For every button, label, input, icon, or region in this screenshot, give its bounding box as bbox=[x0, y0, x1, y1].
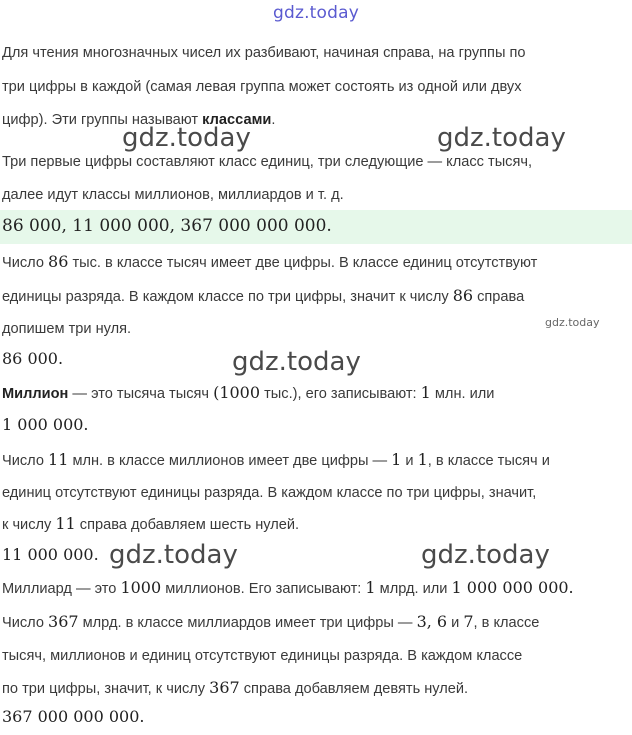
number-3-6: 3, 6 bbox=[416, 612, 448, 631]
text-part: тыс. в классе тысяч имеет две цифры. В классе единиц отсутствуют bbox=[68, 255, 538, 271]
watermark: gdz.today bbox=[109, 540, 238, 570]
million-line-1 bbox=[2, 450, 550, 471]
text-part: Миллиард — это bbox=[2, 581, 121, 597]
result-thousand: 86 000. bbox=[2, 349, 64, 368]
rule-line-1: Для чтения многозначных чисел их разбивают, начиная справа, на группы по bbox=[2, 45, 526, 61]
number-1: 1 bbox=[420, 383, 431, 402]
thousand-line-1 bbox=[2, 252, 537, 273]
text-part: Число bbox=[2, 453, 49, 469]
classes-line-1: Три первые цифры составляют класс единиц, три следующие — класс тысяч, bbox=[2, 154, 533, 170]
text-part: справа добавляем шесть нулей. bbox=[75, 517, 300, 533]
text-part: — это тысяча тысяч bbox=[68, 386, 214, 402]
number-1: 1 bbox=[391, 450, 402, 469]
million-line-3 bbox=[2, 514, 299, 535]
number-86: 86 bbox=[48, 252, 69, 271]
result-million: 11 000 000. bbox=[2, 545, 99, 564]
rule-line-2: три цифры в каждой (самая левая группа может состоять из одной или двух bbox=[2, 79, 522, 95]
number-11: 11 bbox=[48, 450, 69, 469]
number-11: 11 bbox=[55, 514, 76, 533]
billion-line-3 bbox=[2, 678, 468, 699]
site-watermark-top: gdz.today bbox=[272, 3, 360, 23]
number-1000: (1000 bbox=[213, 383, 261, 402]
number-86: 86 bbox=[452, 286, 474, 305]
thousand-line-2 bbox=[2, 286, 524, 307]
watermark: gdz.today bbox=[545, 316, 600, 329]
billion-line-1 bbox=[2, 612, 539, 633]
thousand-line-3: допишем три нуля. bbox=[2, 321, 132, 337]
number-billion: 1 000 000 000. bbox=[451, 578, 574, 597]
million-line-2: единиц отсутствуют единицы разряда. В каждом классе по три цифры, значит, bbox=[2, 485, 537, 501]
text-part: , в классе bbox=[473, 615, 540, 631]
text-part: единицы разряда. В каждом классе по три цифры, значит к числу bbox=[2, 289, 453, 305]
number-1: 1 bbox=[417, 450, 428, 469]
rule-line-3-text: цифр). Эти группы называют bbox=[2, 112, 203, 128]
text-part: млрд. в классе миллиардов имеет три цифры — bbox=[78, 615, 417, 631]
number-367: 367 bbox=[48, 612, 79, 631]
text-part: миллионов. Его записывают: bbox=[161, 581, 366, 597]
term-million: Миллион bbox=[2, 386, 69, 402]
number-1000: 1000 bbox=[120, 578, 162, 597]
text-part: млрд. или bbox=[375, 581, 452, 597]
watermark: gdz.today bbox=[437, 123, 566, 153]
watermark: gdz.today bbox=[421, 540, 550, 570]
rule-line-3-end: . bbox=[271, 112, 276, 128]
billion-def-line bbox=[2, 578, 574, 599]
text-part: и bbox=[447, 615, 464, 631]
text-part: справа добавляем девять нулей. bbox=[239, 681, 469, 697]
text-part: и bbox=[401, 453, 418, 469]
number-367: 367 bbox=[209, 678, 240, 697]
answer-text: 86 000, 11 000 000, 367 000 000 000. bbox=[2, 216, 332, 236]
text-part: справа bbox=[473, 289, 525, 305]
result-billion: 367 000 000 000. bbox=[2, 707, 145, 726]
classes-line-2: далее идут классы миллионов, миллиардов и т. д. bbox=[2, 187, 344, 203]
number-1: 1 bbox=[365, 578, 376, 597]
text-part: млн. или bbox=[430, 386, 495, 402]
watermark: gdz.today bbox=[232, 347, 361, 377]
million-def-line-2: 1 000 000. bbox=[2, 415, 89, 434]
number-7: 7 bbox=[463, 612, 474, 631]
term-classes: классами bbox=[202, 112, 272, 128]
text-part: тыс.), его записывают: bbox=[260, 386, 421, 402]
text-part: млн. в классе миллионов имеет две цифры — bbox=[68, 453, 392, 469]
text-part: к числу bbox=[2, 517, 56, 533]
billion-line-2: тысяч, миллионов и единиц отсутствуют единицы разряда. В каждом классе bbox=[2, 648, 523, 664]
text-part: , в классе тысяч и bbox=[427, 453, 550, 469]
text-part: по три цифры, значит, к числу bbox=[2, 681, 210, 697]
watermark: gdz.today bbox=[122, 123, 251, 153]
text-part: Число bbox=[2, 615, 49, 631]
text-part: Число bbox=[2, 255, 49, 271]
million-def-line-1 bbox=[2, 383, 494, 404]
